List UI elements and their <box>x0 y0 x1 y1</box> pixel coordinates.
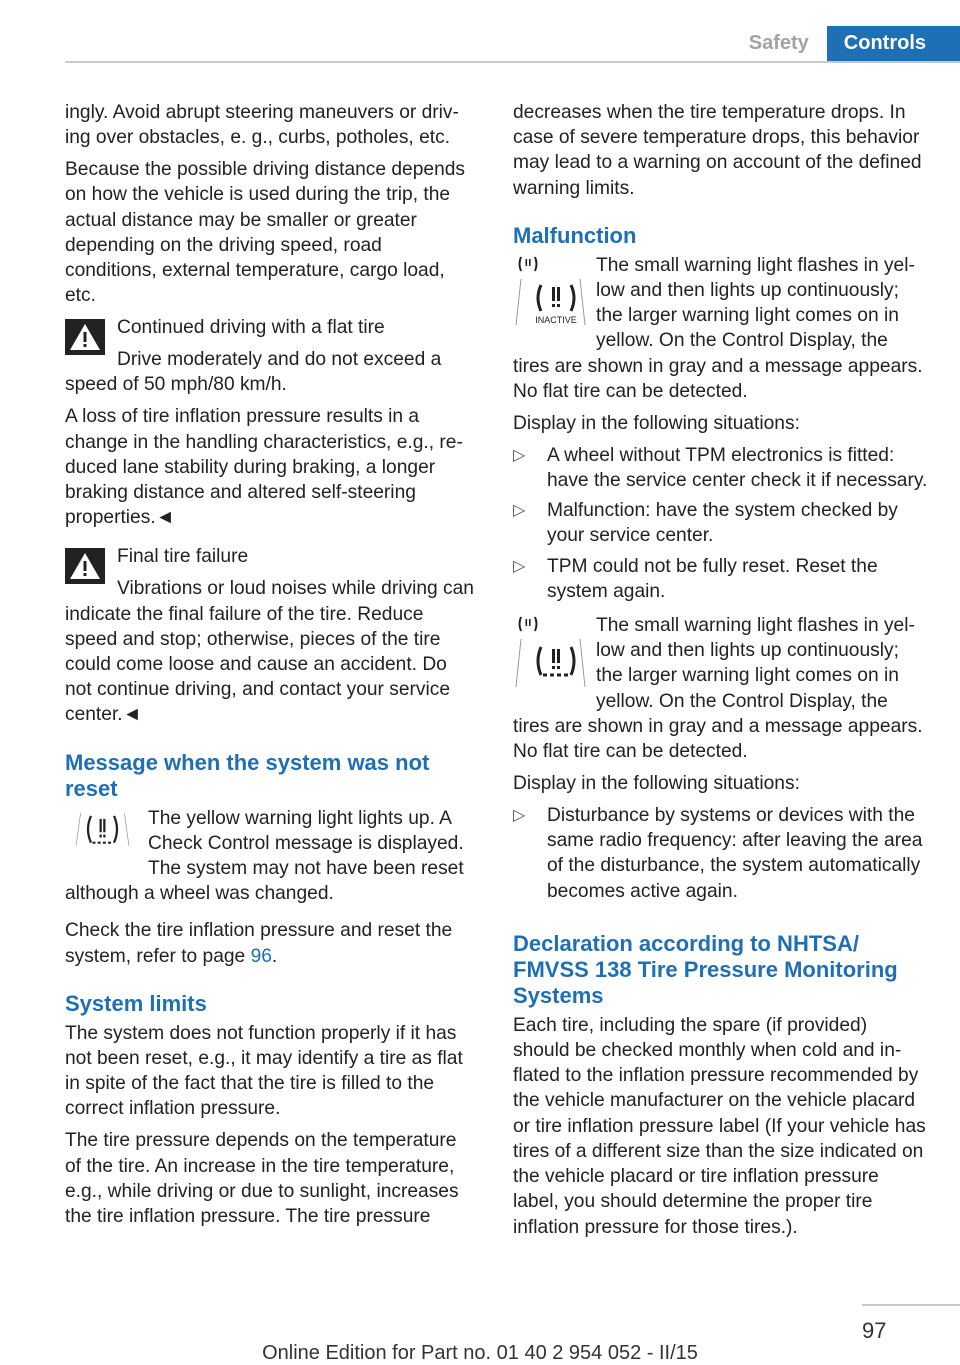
warning-title: Continued driving with a flat tire <box>117 317 385 339</box>
tire-pressure-warning-icon <box>65 810 140 862</box>
page-number: 97 <box>862 1318 887 1343</box>
malfunction-block-2 <box>513 613 928 771</box>
list-item <box>513 554 928 609</box>
list-item <box>513 803 928 909</box>
warning-title: Final tire failure <box>117 546 249 568</box>
list-item-text: Malfunction: have the system checked by your service center. <box>547 500 898 547</box>
paragraph: Because the possible driving distance depends on how the vehicle is used during the trip, the actual distance may be smaller or greater depending on the driving speed, road conditions, external temperature, cargo load, etc. <box>65 159 466 307</box>
paragraph: A loss of tire inflation pressure results in a change in the handling characteristics, e.g., reduced lane stability during braking, a longer braking distance and altered self-steering properties.◄ <box>65 406 463 529</box>
tpm-malfunction-icon <box>513 613 588 703</box>
reset-info-block <box>65 806 477 919</box>
situation-list <box>513 443 928 609</box>
paragraph: The small warning light flashes in yellow and then lights up continuously; the larger warning light comes on in yellow. On the Control Display, the tires are shown in gray and a message appears. No flat tire can be detected. <box>513 254 923 402</box>
header-rule <box>65 61 960 63</box>
paragraph: The yellow warning light lights up. A Check Control message is displayed. The system may not have been reset although a wheel was changed. <box>65 807 464 905</box>
list-item-text: Disturbance by systems or devices with the same radio frequency: after leaving the area of the disturbance, the system automatically becomes active again. <box>547 805 923 902</box>
section-heading-reset: Message when the system was not reset <box>65 749 430 801</box>
tab-safety[interactable]: Safety <box>731 26 827 62</box>
warning-triangle-icon <box>65 548 105 584</box>
paragraph: ingly. Avoid abrupt steering maneuvers or driving over obstacles, e. g., curbs, potholes, etc. <box>65 102 459 149</box>
left-column <box>65 100 477 1236</box>
bullet-triangle-icon: ▷ <box>513 502 526 520</box>
text: . <box>271 945 278 967</box>
right-column <box>513 100 928 1247</box>
tpm-inactive-icon <box>513 253 588 343</box>
paragraph: Each tire, including the spare (if provided) should be checked monthly when cold and inflated to the inflation pressure recommended by the vehicle manufacturer on the vehicle placard or tire inflation pressure label (If your vehicle has tires of a different size than the size indicated on the vehicle placard or tire inflation pressure label, you should determine the proper tire inflation pressure for those tires.). <box>513 1014 926 1238</box>
edition-footer: Online Edition for Part no. 01 40 2 954 052 - II/15 <box>262 1342 698 1364</box>
warning-triangle-icon <box>65 319 105 355</box>
page-link[interactable]: 96 <box>250 945 272 967</box>
paragraph: The tire pressure depends on the temperature of the tire. An increase in the tire temperature, e.g., while driving or due to sunlight, increases the tire inflation pressure. The tire pressure <box>65 1130 459 1228</box>
list-item-text: A wheel without TPM electronics is fitted: have the service center check it if necessary. <box>547 444 928 492</box>
paragraph: Display in the following situations: <box>513 412 800 434</box>
list-item <box>513 443 928 498</box>
situation-list <box>513 803 928 909</box>
header-tabs <box>731 26 960 62</box>
paragraph: The small warning light flashes in yellow and then lights up continuously; the larger warning light comes on in yellow. On the Control Display, the tires are shown in gray and a message appears. No flat tire can be detected. <box>513 615 923 763</box>
section-heading-declaration: Declaration according to NHTSA/ FMVSS 138 Tire Pressure Monitoring Systems <box>513 930 898 1008</box>
bullet-triangle-icon: ▷ <box>513 557 526 575</box>
list-item-text: TPM could not be fully reset. Reset the system again. <box>547 555 878 602</box>
paragraph: The system does not function properly if it has not been reset, e.g., it may identify a tire as flat in spite of the fact that the tire is filled to the correct inflation pressure. <box>65 1022 463 1120</box>
paragraph <box>65 918 477 968</box>
warning-block <box>65 544 477 727</box>
inactive-label: INACTIVE <box>535 314 577 325</box>
list-item <box>513 498 928 553</box>
footer-rule <box>862 1304 960 1306</box>
paragraph: decreases when the tire temperature drops. In case of severe temperature drops, this behavior may lead to a warning on account of the defined warning limits. <box>513 102 922 199</box>
warning-block <box>65 315 477 397</box>
section-heading-limits: System limits <box>65 990 207 1016</box>
malfunction-block <box>513 253 928 411</box>
bullet-triangle-icon: ▷ <box>513 807 526 825</box>
section-heading-malfunction: Malfunction <box>513 222 637 248</box>
warning-text: Drive moderately and do not exceed a speed of 50 mph/80 km/h. <box>65 349 442 396</box>
tab-controls[interactable]: Controls <box>827 26 960 62</box>
bullet-triangle-icon: ▷ <box>513 446 526 464</box>
warning-text: Vibrations or loud noises while driving can indicate the final failure of the tire. Reduce speed and stop; otherwise, pieces of the tire could come loose and cause an accident. Do not continue driving, and contact your service center.◄ <box>65 578 474 726</box>
text: Check the tire inflation pressure and reset the system, refer to page <box>65 920 453 967</box>
paragraph: Display in the following situations: <box>513 773 800 795</box>
